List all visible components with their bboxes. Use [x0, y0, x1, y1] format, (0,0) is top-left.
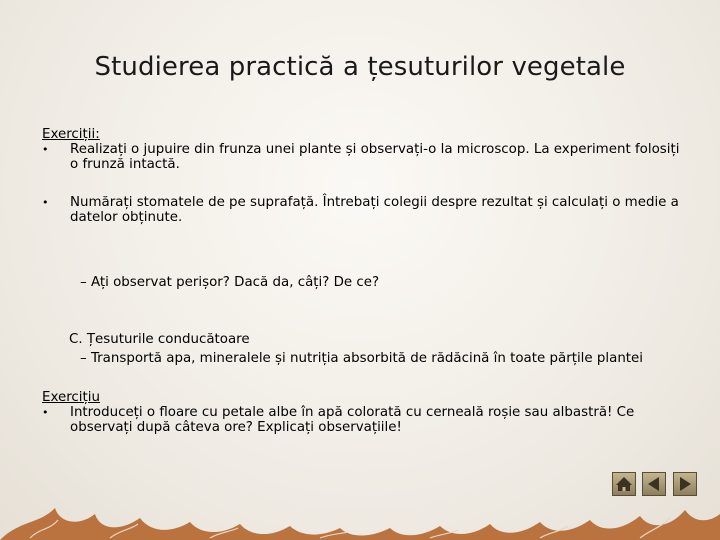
forward-button[interactable]: [673, 472, 697, 496]
bullet-dot: •: [42, 406, 49, 419]
sub-item-question: – Ați observat perișor? Dacă da, câți? De ce?: [80, 275, 380, 290]
forward-icon: [674, 473, 696, 495]
bullet-text: Realizați o jupuire din frunza unei plante și observați-o la microscop. La experiment folosiți o frunză intactă.: [70, 142, 680, 172]
slide-content: [42, 127, 682, 225]
bullet-item: [42, 405, 682, 435]
bullet-dot: •: [42, 143, 49, 156]
bullet-text: Numărați stomatele de pe suprafață. Întrebați colegii despre rezultat și calculați o medie a datelor obținute.: [70, 195, 679, 225]
bullet-dot: •: [42, 196, 49, 209]
decorative-floral-border: [0, 494, 720, 540]
bullet-text: Introduceți o floare cu petale albe în apă colorată cu cerneală roșie sau albastră! Ce observați după câteva ore? Explicați observațiile!: [70, 405, 635, 435]
section-c-label: C. Țesuturile conducătoare: [69, 332, 250, 347]
exercise2-heading: Exercițiu: [42, 390, 100, 405]
bullet-item: [42, 142, 682, 172]
section-c-item: – Transportă apa, mineralele și nutriția absorbită de rădăcină în toate părțile plantei: [80, 351, 644, 366]
bullet-item: [42, 195, 682, 225]
back-icon: [643, 473, 665, 495]
exercise1-heading: Exerciții:: [42, 127, 100, 142]
home-button[interactable]: [612, 472, 636, 496]
home-icon: [613, 473, 635, 495]
slide-title: Studierea practică a țesuturilor vegetale: [94, 52, 626, 82]
back-button[interactable]: [642, 472, 666, 496]
exercise2-block: [42, 390, 682, 435]
